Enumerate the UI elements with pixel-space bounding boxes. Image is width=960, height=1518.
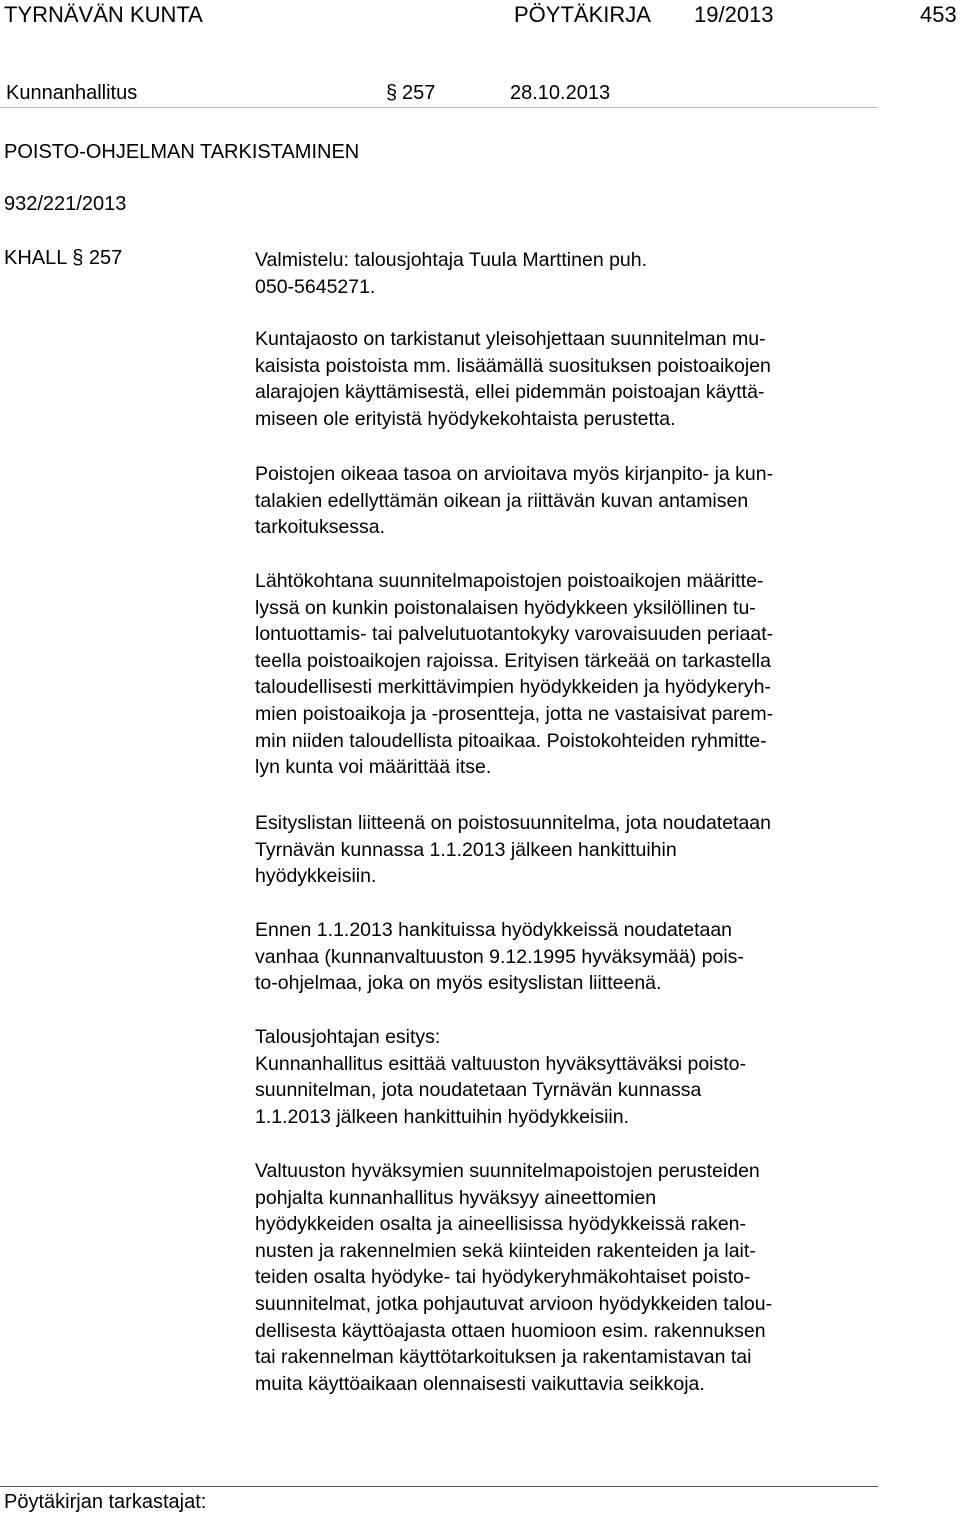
- text-line: tai rakennelman käyttötarkoituksen ja rakentamistavan tai: [255, 1346, 752, 1369]
- meeting-divider: [0, 107, 878, 108]
- paragraph-ennen: [255, 917, 895, 997]
- document-type: PÖYTÄKIRJA: [514, 2, 651, 27]
- text-line: talakien edellyttämän oikean ja riittävän kuvan antamisen: [255, 489, 749, 512]
- khall-section-label: [4, 247, 122, 270]
- text-line: nusten ja rakennelmien sekä kiinteiden rakenteiden ja lait-: [255, 1239, 756, 1262]
- item-title: POISTO-OHJELMAN TARKISTAMINEN: [4, 141, 360, 163]
- text-line: miseen ole erityistä hyödykekohtaista perustetta.: [255, 407, 676, 430]
- paragraph-liite: [255, 810, 895, 890]
- paragraph-poistojen-taso: [255, 461, 895, 541]
- text-line: 050-5645271.: [255, 275, 376, 298]
- khall-prefix: KHALL: [4, 247, 73, 269]
- khall-number: 257: [83, 247, 123, 269]
- meeting-body: Kunnanhallitus: [6, 82, 138, 104]
- text-line: tarkoituksessa.: [255, 516, 386, 539]
- meeting-date: 28.10.2013: [510, 82, 611, 104]
- text-line: lyssä on kunkin poistonalaisen hyödykkeen yksilöllinen tu-: [255, 596, 756, 619]
- text-line: teella poistoaikojen rajoissa. Erityisen tärkeää on tarkastella: [255, 649, 771, 672]
- text-line: suunnitelmat, jotka pohjautuvat arvioon hyödykkeiden talou-: [255, 1292, 773, 1315]
- text-line: pohjalta kunnanhallitus hyväksyy aineettomien: [255, 1186, 657, 1209]
- document-number: 19/2013: [694, 2, 774, 27]
- text-line: taloudellisesti merkittävimpien hyödykkeiden ja hyödykeryh-: [255, 676, 771, 699]
- text-line: Valmistelu: talousjohtaja Tuula Marttinen puh.: [255, 249, 648, 271]
- paragraph-lahtokohta: [255, 568, 895, 781]
- page-number: 453: [920, 2, 957, 27]
- section-number: 257: [402, 82, 436, 104]
- text-line: hyödykkeiden osalta ja aineellisissa hyödykkeissä raken-: [255, 1213, 747, 1236]
- text-line: min niiden taloudellista pitoaikaa. Poistokohteiden ryhmitte-: [255, 729, 767, 752]
- text-line: alarajojen käyttämisestä, ellei pidemmän poistoajan käyttä-: [255, 381, 765, 404]
- text-line: Talousjohtajan esitys:: [255, 1026, 441, 1048]
- paragraph-preparation: [255, 247, 895, 300]
- text-line: Kunnanhallitus esittää valtuuston hyväksyttäväksi poisto-: [255, 1052, 747, 1075]
- text-line: Lähtökohtana suunnitelmapoistojen poistoaikojen määritte-: [255, 570, 764, 592]
- text-line: dellisesta käyttöajasta ottaen huomioon esim. rakennuksen: [255, 1319, 766, 1342]
- text-line: 1.1.2013 jälkeen hankittuihin hyödykkeisiin.: [255, 1105, 629, 1128]
- text-line: Poistojen oikeaa tasoa on arvioitava myös kirjanpito- ja kun-: [255, 463, 774, 485]
- text-line: Tyrnävän kunnassa 1.1.2013 jälkeen hankittuihin: [255, 838, 677, 861]
- text-line: Ennen 1.1.2013 hankituissa hyödykkeissä noudatetaan: [255, 919, 733, 941]
- text-line: Kuntajaosto on tarkistanut yleisohjettaan suunnitelman mu-: [255, 328, 766, 350]
- text-line: teiden osalta hyödyke- tai hyödykeryhmäkohtaiset poisto-: [255, 1266, 751, 1289]
- text-line: Valtuuston hyväksymien suunnitelmapoistojen perusteiden: [255, 1160, 760, 1182]
- text-line: suunnitelman, jota noudatetaan Tyrnävän kunnassa: [255, 1079, 702, 1102]
- municipality-name: TYRNÄVÄN KUNTA: [4, 2, 203, 27]
- section-symbol: §: [386, 82, 398, 104]
- text-line: to-ohjelmaa, joka on myös esityslistan liitteenä.: [255, 972, 662, 995]
- text-line: muita käyttöaikaan olennaisesti vaikuttavia seikkoja.: [255, 1372, 705, 1395]
- paragraph-kuntajaosto: [255, 326, 895, 432]
- footer-divider: [0, 1486, 878, 1487]
- text-line: kaisista poistoista mm. lisäämällä suosituksen poistoaikojen: [255, 354, 771, 377]
- text-line: hyödykkeisiin.: [255, 865, 377, 888]
- text-line: vanhaa (kunnanvaltuuston 9.12.1995 hyväksymää) pois-: [255, 945, 744, 968]
- text-line: lontuottamis- tai palvelutuotantokyky varovaisuuden periaat-: [255, 623, 774, 646]
- khall-section-symbol: §: [72, 247, 84, 269]
- paragraph-valtuusto: [255, 1158, 895, 1397]
- text-line: lyn kunta voi määrittää itse.: [255, 756, 492, 779]
- diary-number: 932/221/2013: [4, 193, 127, 215]
- reviewers-label: Pöytäkirjan tarkastajat:: [4, 1491, 207, 1513]
- paragraph-esitys: [255, 1024, 895, 1130]
- text-line: mien poistoaikoja ja -prosentteja, jotta ne vastaisivat parem-: [255, 702, 774, 725]
- text-line: Esityslistan liitteenä on poistosuunnitelma, jota noudatetaan: [255, 812, 771, 834]
